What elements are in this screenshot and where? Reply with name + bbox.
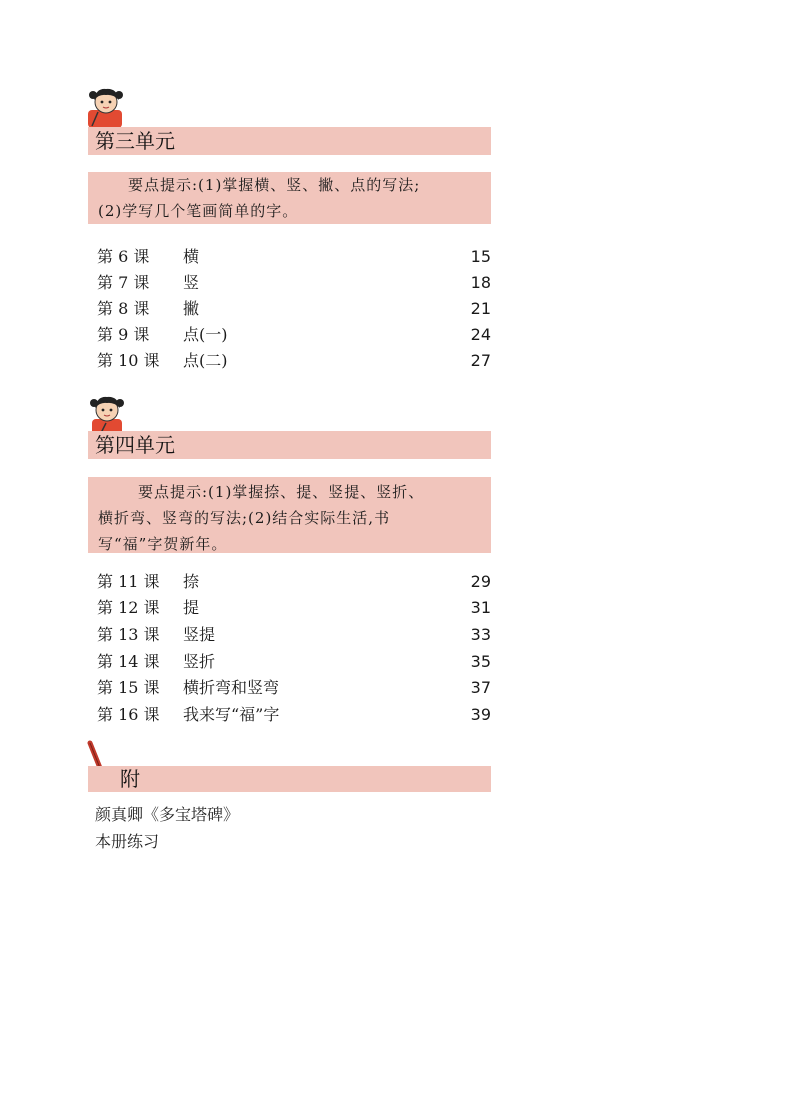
lesson-title: 竖折: [183, 652, 216, 671]
appendix-item[interactable]: 颜真卿《多宝塔碑》: [95, 805, 240, 824]
lesson-title: 撇: [183, 299, 200, 318]
lesson-row[interactable]: [97, 348, 491, 374]
lesson-title: 竖: [183, 273, 200, 292]
lesson-row[interactable]: [97, 702, 491, 728]
lesson-row[interactable]: [97, 622, 491, 648]
unit4-title: 第四单元: [95, 433, 175, 457]
lesson-row[interactable]: [97, 649, 491, 675]
lesson-title: 点(一): [183, 325, 228, 344]
unit4-tips-line2: 横折弯、竖弯的写法;(2)结合实际生活,书: [98, 509, 391, 527]
lesson-row[interactable]: [97, 595, 491, 621]
lesson-title: 提: [183, 598, 200, 617]
lesson-title: 横: [183, 247, 200, 266]
lesson-number: 第 7 课: [97, 273, 150, 292]
unit3-title: 第三单元: [95, 129, 175, 153]
girl-writing-icon: [86, 86, 128, 130]
unit4-tips-line1: 要点提示:(1)掌握捺、提、竖提、竖折、: [138, 483, 425, 501]
lesson-page: 21: [470, 299, 491, 318]
appendix-header-band: [88, 766, 491, 792]
lesson-number: 第 6 课: [97, 247, 150, 266]
lesson-title: 横折弯和竖弯: [183, 678, 280, 697]
appendix-title: 附: [120, 767, 140, 791]
lesson-page: 29: [470, 572, 491, 591]
lesson-title: 我来写“福”字: [183, 705, 280, 724]
unit4-tips-line3: 写“福”字贺新年。: [98, 535, 228, 553]
unit3-tips: [88, 172, 491, 224]
lesson-page: 24: [470, 325, 491, 344]
lesson-number: 第 14 课: [97, 652, 160, 671]
lesson-row[interactable]: [97, 322, 491, 348]
unit3-tips-line1: 要点提示:(1)掌握横、竖、撇、点的写法;: [128, 176, 421, 194]
lesson-number: 第 10 课: [97, 351, 160, 370]
lesson-page: 39: [470, 705, 491, 724]
lesson-row[interactable]: [97, 569, 491, 595]
lesson-number: 第 16 课: [97, 705, 160, 724]
lesson-title: 捺: [183, 572, 200, 591]
lesson-row[interactable]: [97, 270, 491, 296]
lesson-page: 37: [470, 678, 491, 697]
lesson-page: 27: [470, 351, 491, 370]
lesson-page: 35: [470, 652, 491, 671]
unit3-tips-line2: (2)学写几个笔画简单的字。: [98, 202, 299, 220]
lesson-page: 15: [470, 247, 491, 266]
lesson-number: 第 15 课: [97, 678, 160, 697]
lesson-page: 31: [470, 598, 491, 617]
lesson-row[interactable]: [97, 296, 491, 322]
lesson-page: 18: [470, 273, 491, 292]
lesson-number: 第 13 课: [97, 625, 160, 644]
unit4-tips: [88, 477, 491, 553]
lesson-title: 竖提: [183, 625, 216, 644]
lesson-title: 点(二): [183, 351, 228, 370]
lesson-number: 第 11 课: [97, 572, 160, 591]
lesson-row[interactable]: [97, 675, 491, 701]
lesson-row[interactable]: [97, 244, 491, 270]
lesson-number: 第 9 课: [97, 325, 150, 344]
lesson-number: 第 8 课: [97, 299, 150, 318]
lesson-page: 33: [470, 625, 491, 644]
lesson-number: 第 12 课: [97, 598, 160, 617]
appendix-item[interactable]: 本册练习: [95, 832, 160, 851]
